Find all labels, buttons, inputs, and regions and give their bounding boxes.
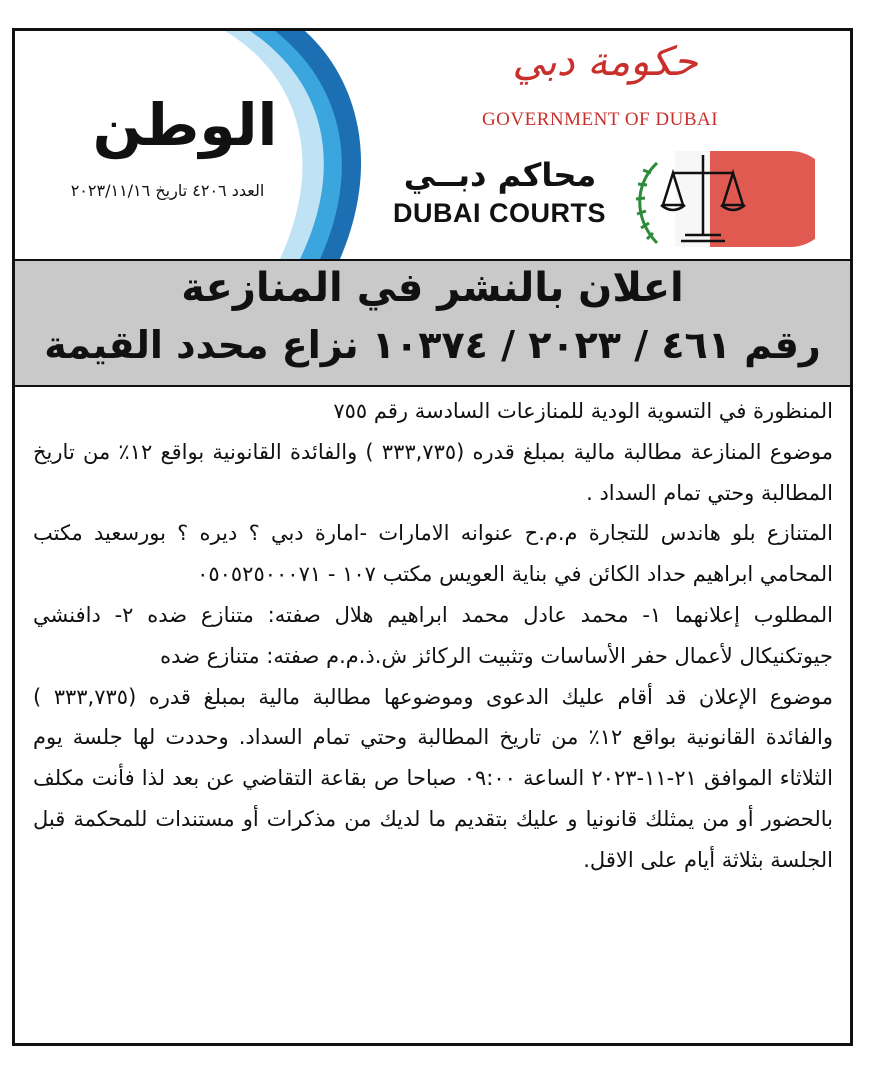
newspaper-logo: الوطن: [92, 91, 278, 159]
notice-title: اعلان بالنشر في المنازعة: [181, 265, 684, 311]
notice-body: [33, 391, 833, 881]
notice-frame: [12, 28, 853, 1046]
case-number: رقم ٤٦١ / ٢٠٢٣ / ١٠٣٧٤ نزاع محدد القيمة: [44, 323, 821, 367]
notice-paragraph-settlement: المنظورة في التسوية الودية للمنازعات السادسة رقم ٧٥٥: [333, 399, 833, 423]
issue-info: العدد ٤٢٠٦ تاريخ ٢٠٢٣/١١/١٦: [70, 181, 265, 200]
notice-title-band: [15, 259, 850, 387]
courts-name-english: DUBAI COURTS: [393, 198, 606, 228]
notice-paragraph-respondents: المطلوب إعلانهما ١- محمد عادل محمد ابراهيم هلال صفته: متنازع ضده ٢- دافنشي جيوتكنيكال لأعمال حفر الأساسات وتثبيت الركائز ش.ذ.م.م صفته: متنازع ضده: [33, 602, 833, 668]
notice-paragraph-subject: موضوع المنازعة مطالبة مالية بمبلغ قدره (٣٣٣,٧٣٥ ) والفائدة القانونية بواقع ١٢٪ من تاريخ المطالبة وحتي تمام السداد .: [33, 439, 833, 505]
government-logo-arabic: حكومة دبي: [512, 39, 698, 85]
notice-paragraph-claimant: المتنازع بلو هاندس للتجارة م.م.ح عنوانه الامارات -امارة دبي ؟ ديره ؟ بورسعيد مكتب المحامي ابراهيم حداد الكائن في بناية العويس مكتب ١٠٧ - ٠٥٠٥٢٥٠٠٠٧١: [33, 521, 833, 587]
government-logo-english: GOVERNMENT OF DUBAI: [481, 109, 719, 130]
dubai-courts-emblem-icon: [615, 143, 815, 253]
notice-paragraph-announcement: موضوع الإعلان قد أقام عليك الدعوى وموضوعها مطالبة مالية بمبلغ قدره (٣٣٣,٧٣٥ ) والفائدة القانونية بواقع ١٢٪ من تاريخ المطالبة وحتي تمام السداد. وحددت لها جلسة يوم الثلاثاء الموافق ٢١-١١-٢٠٢٣ الساعة ٠٩:٠٠ صباحا ص بقاعة التقاضي عن بعد لذا فأنت مكلف بالحضور أو من يمثلك قانونيا و عليك بتقديم ما لديك من مذكرات أو مستندات للمحكمة قبل الجلسة بثلاثة أيام على الاقل.: [33, 684, 833, 872]
notice-header: [15, 31, 850, 259]
courts-name-arabic: محاكم دبــي: [403, 156, 597, 194]
